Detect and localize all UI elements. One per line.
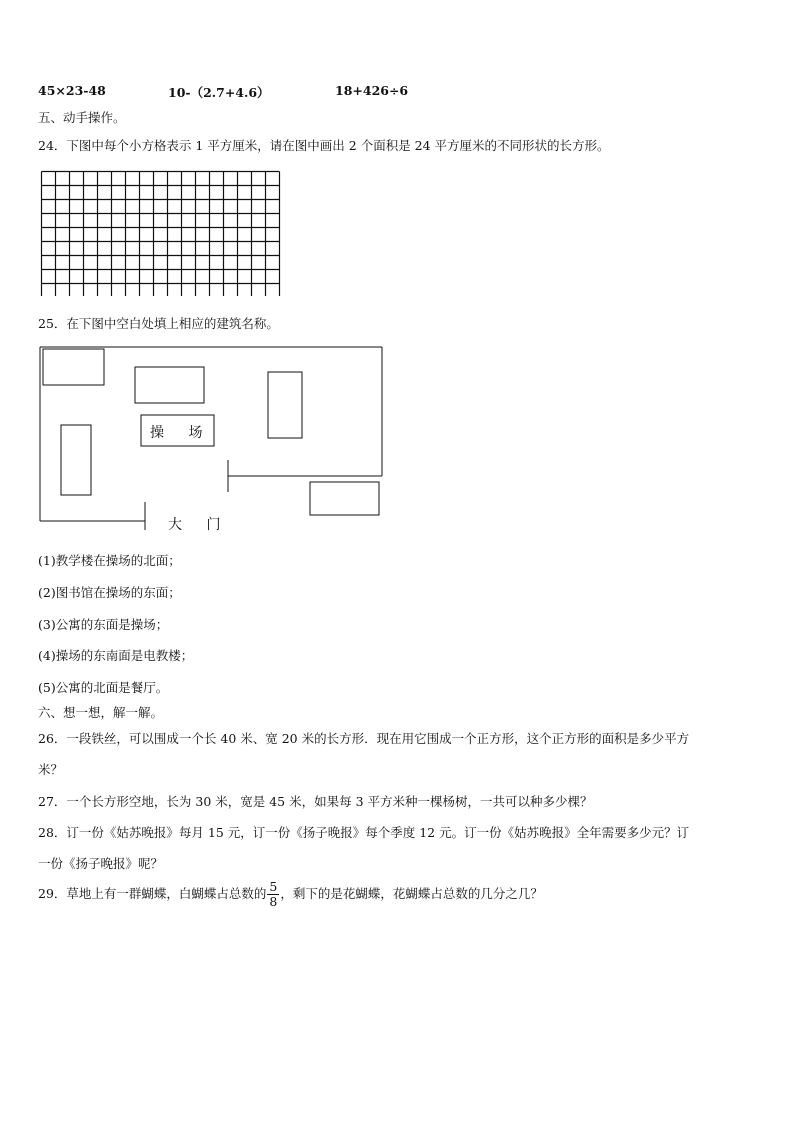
question-24-text: 24．下图中每个小方格表示 1 平方厘米，请在图中画出 2 个面积是 24 平方厘米的不同形状的长方形。 <box>38 138 610 153</box>
question-29-before: 29．草地上有一群蝴蝶，白蝴蝶占总数的 <box>38 886 267 901</box>
square-grid <box>40 170 286 296</box>
question-26-line-2: 米？ <box>38 762 64 777</box>
question-28-line-2: 一份《扬子晚报》呢？ <box>38 856 164 871</box>
question-29 <box>38 880 543 909</box>
building-box-northwest <box>43 349 104 385</box>
expression-1: 45×23-48 <box>38 83 106 98</box>
clue-4: (4)操场的东南面是电教楼； <box>38 648 194 663</box>
section-6-title: 六、想一想，解一解。 <box>38 705 164 720</box>
calculation-row <box>38 83 538 99</box>
clue-3: (3)公寓的东面是操场； <box>38 617 169 632</box>
building-box-west <box>61 425 91 495</box>
question-25-text: 25．在下图中空白处填上相应的建筑名称。 <box>38 316 279 331</box>
section-5-title: 五、动手操作。 <box>38 110 126 125</box>
question-26-line-1: 26．一段铁丝，可以围成一个长 40 米、宽 20 米的长方形．现在用它围成一个正方形，这个正方形的面积是多少平方 <box>38 731 690 746</box>
building-box-southeast <box>310 482 379 515</box>
expression-3: 18+426÷6 <box>335 83 409 98</box>
campus-map <box>38 345 388 530</box>
playground-label: 操 场 <box>150 425 213 441</box>
fraction-denominator: 8 <box>269 894 278 909</box>
gate-label: 大 门 <box>168 517 231 533</box>
question-27-text: 27．一个长方形空地，长为 30 米，宽是 45 米，如果每 3 平方米种一棵杨树，一共可以种多少棵？ <box>38 794 593 809</box>
fraction-five-eighths <box>267 880 279 909</box>
fraction-numerator: 5 <box>269 879 278 894</box>
question-28-line-1: 28．订一份《姑苏晚报》每月 15 元，订一份《扬子晚报》每个季度 12 元。订一份《姑苏晚报》全年需要多少元？订 <box>38 825 690 840</box>
building-box-north <box>135 367 204 403</box>
question-29-after: ，剩下的是花蝴蝶，花蝴蝶占总数的几分之几？ <box>280 886 543 901</box>
clue-1: (1)教学楼在操场的北面； <box>38 553 181 568</box>
clue-5: (5)公寓的北面是餐厅。 <box>38 680 169 695</box>
expression-2: 10-（2.7+4.6） <box>168 85 270 100</box>
building-box-east <box>268 372 302 438</box>
clue-2: (2)图书馆在操场的东面； <box>38 585 181 600</box>
